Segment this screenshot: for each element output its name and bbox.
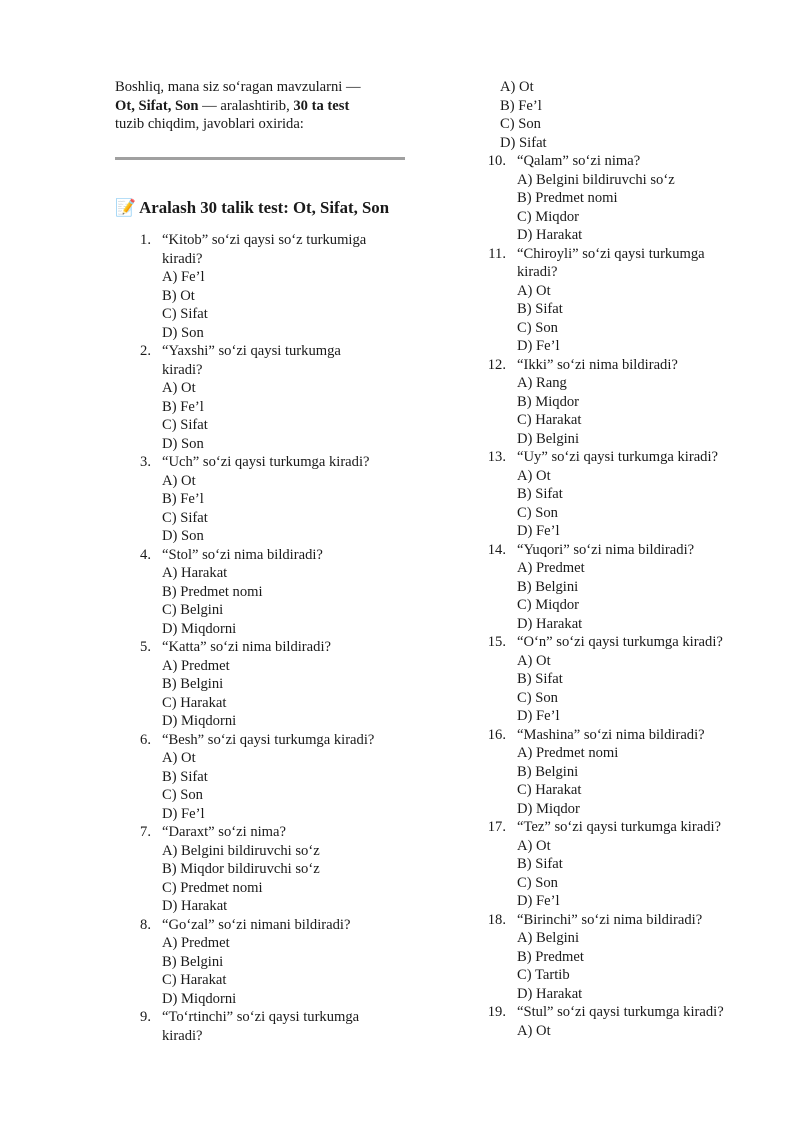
answer-option: B) Belgini xyxy=(517,763,579,780)
answer-option: B) Miqdor xyxy=(517,393,580,410)
question-item xyxy=(115,342,415,453)
question-text: “Kitob” so‘zi qaysi so‘z turkumiga xyxy=(162,232,367,248)
question-text: “Katta” so‘zi nima bildiradi? xyxy=(162,639,331,655)
question-text: kiradi? xyxy=(517,264,558,280)
question-item xyxy=(470,633,770,726)
answer-option: D) Miqdorni xyxy=(162,713,237,729)
answer-option: C) Son xyxy=(500,116,541,132)
answer-option: D) Miqdorni xyxy=(162,620,237,637)
right-column xyxy=(470,78,770,1040)
question-item xyxy=(115,453,415,546)
intro-text-2: — aralashtirib, xyxy=(198,97,294,114)
question-text: “Stul” so‘zi qaysi turkumga kiradi? xyxy=(517,1004,724,1020)
question-text: “Uy” so‘zi qaysi turkumga kiradi? xyxy=(517,449,719,465)
question-item xyxy=(115,823,415,916)
answer-option: D) Fe’l xyxy=(517,523,560,539)
answer-option: A) Ot xyxy=(517,652,551,669)
intro-topics: Ot, Sifat, Son xyxy=(115,97,199,114)
answer-option: B) Fe’l xyxy=(162,398,204,415)
question-item xyxy=(470,448,770,541)
answer-option: B) Sifat xyxy=(517,486,563,502)
question-item xyxy=(470,818,770,911)
left-column xyxy=(115,78,415,1045)
answer-option: C) Son xyxy=(517,319,558,336)
question-item xyxy=(470,152,770,245)
answer-option: A) Predmet xyxy=(162,935,230,951)
answer-option: C) Son xyxy=(517,689,558,706)
answer-option: C) Belgini xyxy=(162,602,224,618)
answer-option: D) Harakat xyxy=(162,898,228,914)
answer-option: C) Predmet nomi xyxy=(162,879,263,896)
question-text: “Besh” so‘zi qaysi turkumga kiradi? xyxy=(162,731,375,748)
answer-option: B) Predmet nomi xyxy=(162,583,263,600)
question-text: “Tez” so‘zi qaysi turkumga kiradi? xyxy=(517,819,722,835)
question-text: “Chiroyli” so‘zi qaysi turkumga xyxy=(517,245,705,262)
answer-option: A) Fe’l xyxy=(162,269,205,285)
question-item xyxy=(115,546,415,639)
answer-option: A) Rang xyxy=(517,375,567,391)
question-text: “Daraxt” so‘zi nima? xyxy=(162,824,286,840)
question-number: 7. xyxy=(140,824,151,840)
answer-option: A) Ot xyxy=(162,750,196,766)
question-number: 18. xyxy=(487,911,506,928)
intro-test-count: 30 ta test xyxy=(293,97,350,114)
question-number: 4. xyxy=(140,546,151,563)
question-item xyxy=(115,638,415,731)
question-number: 16. xyxy=(487,726,506,743)
question-list-left xyxy=(115,231,415,1045)
question-number: 1. xyxy=(140,232,151,248)
answer-option: C) Son xyxy=(162,787,203,803)
question-number: 5. xyxy=(140,639,151,655)
question-item xyxy=(115,1008,415,1045)
answer-option: B) Miqdor bildiruvchi so‘z xyxy=(162,861,320,877)
answer-option: A) Ot xyxy=(500,79,534,95)
answer-option: B) Belgini xyxy=(162,676,224,692)
answer-option: D) Son xyxy=(162,435,204,452)
question-item xyxy=(115,231,415,342)
question-number: 10. xyxy=(487,153,506,169)
question-text: kiradi? xyxy=(162,250,203,267)
question-item xyxy=(470,245,770,356)
answer-option: C) Sifat xyxy=(162,306,208,322)
question-number: 14. xyxy=(487,541,506,558)
answer-option: B) Belgini xyxy=(162,953,224,970)
answer-option: C) Harakat xyxy=(162,972,227,988)
question-text: “Mashina” so‘zi nima bildiradi? xyxy=(517,726,705,743)
answer-option: B) Sifat xyxy=(162,768,208,785)
question-text: “Uch” so‘zi qaysi turkumga kiradi? xyxy=(162,454,370,470)
answer-option: D) Harakat xyxy=(517,985,583,1002)
question-number: 19. xyxy=(487,1004,506,1020)
answer-option: D) Son xyxy=(162,528,204,544)
answer-option: A) Belgini xyxy=(517,930,580,946)
question-text: “Birinchi” so‘zi nima bildiradi? xyxy=(517,911,703,928)
question-text: “Stol” so‘zi nima bildiradi? xyxy=(162,546,323,563)
answer-option: C) Harakat xyxy=(517,412,582,428)
question-text: kiradi? xyxy=(162,361,203,378)
answer-option: A) Belgini bildiruvchi so‘z xyxy=(517,171,675,188)
intro-paragraph xyxy=(115,78,415,134)
answer-option: A) Ot xyxy=(517,467,551,484)
question-item xyxy=(470,911,770,1004)
question-number: 3. xyxy=(140,454,151,470)
question-text: kiradi? xyxy=(162,1027,203,1044)
answer-option: D) Son xyxy=(162,324,204,341)
answer-option: B) Belgini xyxy=(517,578,579,595)
answer-option: C) Miqdor xyxy=(517,208,580,225)
answer-option: A) Ot xyxy=(517,282,551,299)
answer-option: B) Sifat xyxy=(517,301,563,317)
question-number: 2. xyxy=(140,343,151,359)
question-number: 13. xyxy=(487,449,506,465)
answer-option: C) Son xyxy=(517,504,558,521)
answer-option: C) Son xyxy=(517,874,558,891)
question-item xyxy=(470,726,770,819)
answer-option: D) Fe’l xyxy=(517,893,560,909)
answer-option: D) Fe’l xyxy=(517,338,560,354)
question-item xyxy=(470,541,770,634)
question-text: “Qalam” so‘zi nima? xyxy=(517,153,641,169)
answer-option: A) Predmet nomi xyxy=(517,745,619,761)
answer-option: A) Harakat xyxy=(162,565,228,581)
question-number: 15. xyxy=(487,634,506,650)
question-text: “Yuqori” so‘zi nima bildiradi? xyxy=(517,541,695,558)
answer-option: A) Ot xyxy=(517,837,551,854)
question-item xyxy=(115,731,415,824)
answer-option: C) Tartib xyxy=(517,967,570,983)
question-item xyxy=(470,1003,770,1040)
answer-option: D) Fe’l xyxy=(162,805,205,822)
question-item xyxy=(115,916,415,1009)
intro-text-1: Boshliq, mana siz so‘ragan mavzularni — xyxy=(115,79,361,95)
question-number: 8. xyxy=(140,916,151,933)
question-list-right xyxy=(470,152,770,1040)
answer-option: C) Sifat xyxy=(162,509,208,526)
question-text: “Yaxshi” so‘zi qaysi turkumga xyxy=(162,343,341,359)
answer-option: B) Fe’l xyxy=(500,97,542,114)
question-text: “Ikki” so‘zi nima bildiradi? xyxy=(517,356,678,373)
answer-option: C) Miqdor xyxy=(517,597,580,613)
answer-option: D) Harakat xyxy=(517,227,583,243)
intro-text-3: tuzib chiqdim, javoblari oxirida: xyxy=(115,116,304,132)
question-text: “Go‘zal” so‘zi nimani bildiradi? xyxy=(162,916,351,933)
horizontal-divider xyxy=(115,157,405,160)
answer-option: B) Predmet xyxy=(517,948,584,965)
answer-option: D) Miqdorni xyxy=(162,990,237,1007)
answer-option: A) Belgini bildiruvchi so‘z xyxy=(162,842,320,859)
answer-option: C) Harakat xyxy=(162,694,227,711)
answer-option: D) Miqdor xyxy=(517,800,580,817)
answer-option: A) Predmet xyxy=(517,560,585,576)
answer-option: B) Sifat xyxy=(517,671,563,687)
question-9-options-continued xyxy=(470,78,770,152)
answer-option: B) Ot xyxy=(162,287,195,304)
answer-option: B) Predmet nomi xyxy=(517,190,618,206)
answer-option: D) Belgini xyxy=(517,430,580,447)
question-text: “To‘rtinchi” so‘zi qaysi turkumga xyxy=(162,1009,360,1025)
question-number: 6. xyxy=(140,731,151,748)
question-number: 11. xyxy=(488,245,506,262)
answer-option: D) Sifat xyxy=(500,134,547,151)
answer-option: D) Fe’l xyxy=(517,708,560,724)
question-number: 17. xyxy=(487,819,506,835)
answer-option: A) Ot xyxy=(162,472,196,489)
answer-option: C) Harakat xyxy=(517,782,582,798)
answer-option: A) Ot xyxy=(162,380,196,396)
question-number: 9. xyxy=(140,1009,151,1025)
answer-option: A) Ot xyxy=(517,1022,551,1039)
answer-option: A) Predmet xyxy=(162,657,230,674)
question-item xyxy=(470,356,770,449)
test-heading: 📝 Aralash 30 talik test: Ot, Sifat, Son xyxy=(115,197,390,217)
answer-option: D) Harakat xyxy=(517,615,583,632)
answer-option: C) Sifat xyxy=(162,417,208,433)
answer-option: B) Sifat xyxy=(517,856,563,872)
question-text: “O‘n” so‘zi qaysi turkumga kiradi? xyxy=(517,634,723,650)
question-number: 12. xyxy=(487,356,506,373)
answer-option: B) Fe’l xyxy=(162,491,204,507)
